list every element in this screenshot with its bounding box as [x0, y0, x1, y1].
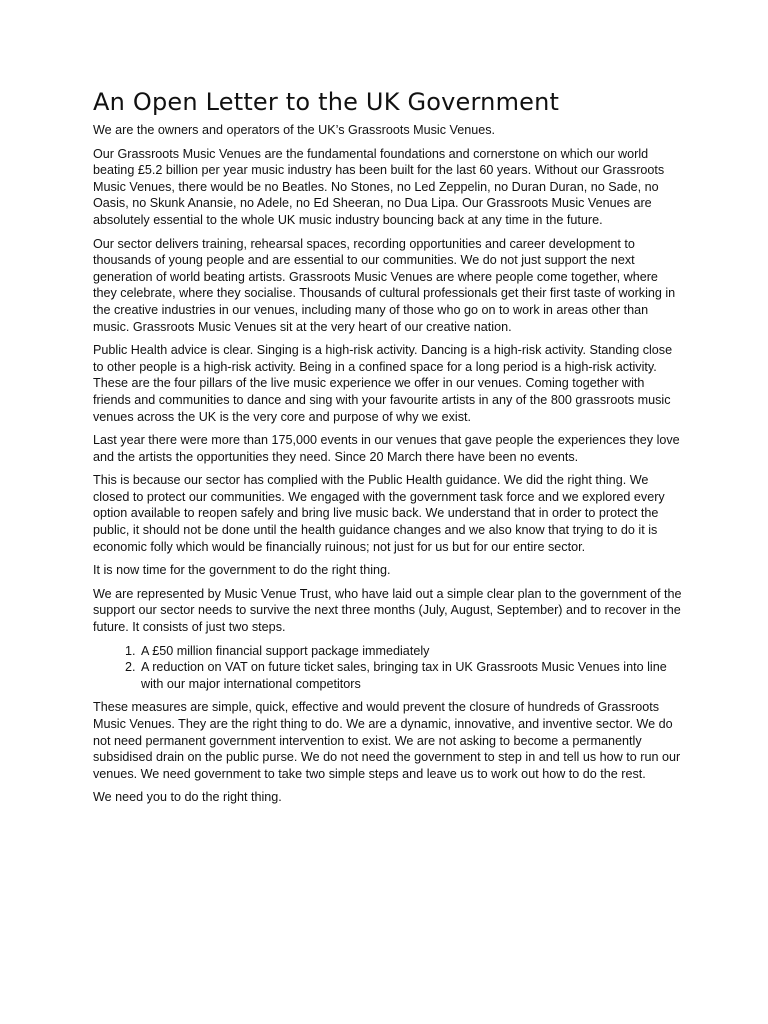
paragraph-sector-contribution: Our sector delivers training, rehearsal spaces, recording opportunities and career development to thousands of young people and are essential to our communities. We do not just support the next generation of world beating artists. Grassroots Music Venues are where people come together, where they celebrate, where they socialise. Thousands of cultural professionals get their first taste of working in the creative industries in our venues, including many of those who go on to work in areas other than music. Grassroots Music Venues sit at the very heart of our creative nation. — [93, 236, 676, 334]
paragraph-events-stats: Last year there were more than 175,000 events in our venues that gave people the experiences they love and the artists the opportunities they need. Since 20 March there have been no events. — [93, 433, 680, 464]
steps-list — [93, 643, 682, 693]
paragraph-music-venue-trust: We are represented by Music Venue Trust, who have laid out a simple clear plan to the government of the support our sector needs to survive the next three months (July, August, September) and to recover in the future. It consists of just two steps. — [93, 586, 682, 635]
paragraph-compliance: This is because our sector has complied with the Public Health guidance. We did the right thing. We closed to protect our communities. We engaged with the government task force and we explored every option available to reopen safely and bring live music back. We understand that in order to protect the public, it should not be done until the health guidance changes and we also know that trying to do it is economic folly which would be financially ruinous; not just for us but for our entire sector. — [93, 473, 665, 554]
paragraph-industry-foundation: Our Grassroots Music Venues are the fundamental foundations and cornerstone on which our world beating £5.2 billion per year music industry has been built for the last 60 years. Without our Grassroots Music Venues, there would be no Beatles. No Stones, no Led Zeppelin, no Duran Duran, no Sade, no Oasis, no Skunk Anansie, no Adele, no Ed Sheeran, no Dua Lipa. Our Grassroots Music Venues are absolutely essential to the whole UK music industry bouncing back at any time in the future. — [93, 146, 665, 227]
page-title: An Open Letter to the UK Government — [93, 88, 560, 116]
paragraph-measures: These measures are simple, quick, effective and would prevent the closure of hundreds of Grassroots Music Venues. They are the right thing to do. We are a dynamic, innovative, and inventive sector. We do not need permanent government intervention to exist. We are not asking to become a permanently subsidised drain on the public purse. We do not need the government to step in and tell us how to run our venues. We need government to take two simple steps and leave us to work out how to do the rest. — [93, 700, 681, 781]
step-item: 2. A reduction on VAT on future ticket sales, bringing tax in UK Grassroots Music Venues into line with our major international competitors — [139, 659, 682, 692]
paragraph-owners-intro: We are the owners and operators of the UK’s Grassroots Music Venues. — [93, 123, 496, 137]
paragraph-public-health: Public Health advice is clear. Singing is a high-risk activity. Dancing is a high-risk activity. Standing close to other people is a high-risk activity. Being in a confined space for a long period is a high-risk activity. These are the four pillars of the live music experience we offer in our venues. Coming together with friends and communities to dance and sing with your favourite artists in any of the 800 grassroots music venues across the UK is the very core and purpose of why we exist. — [93, 343, 673, 424]
step-item: 1. A £50 million financial support package immediately — [139, 643, 682, 660]
paragraph-call-to-action: It is now time for the government to do the right thing. — [93, 563, 391, 578]
paragraph-closing: We need you to do the right thing. — [93, 790, 282, 805]
